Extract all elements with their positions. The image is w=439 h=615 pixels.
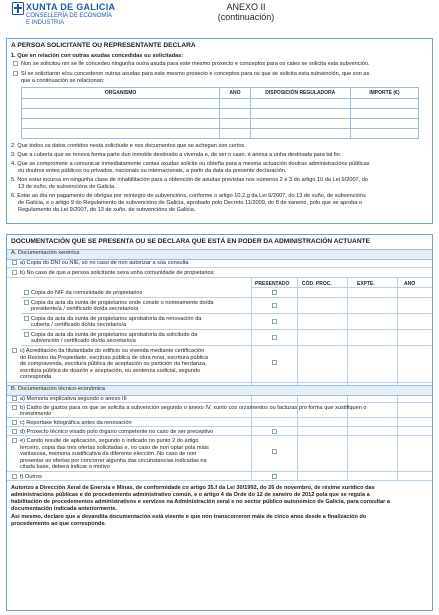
renovacion-checkbox[interactable] <box>24 316 29 321</box>
presidente-presentado-checkbox[interactable] <box>272 303 277 308</box>
doc-solicitude-1: Copia da acta da xunta de propietarios aprobatoria da solicitude da <box>31 332 198 338</box>
doc-comunidade: b) No caso de que a persoa solicitante sexa unha comunidade de propietarios: <box>20 270 215 276</box>
option-no-text: Non se solicitou nin se lle concedeu ningunha outra axuda para este mesmo proxecto e conceptos para os cales se solicita esta subvención. <box>21 61 370 67</box>
item-6-line-1: 6. Estar ao día no pagamento de obrigas por reintegro de subvencións, conforme o artigo 10.2.g da Lei 9/2007, do 13 de xuño, de subvencións <box>11 193 366 199</box>
table-row <box>22 119 419 129</box>
col-divider <box>347 427 348 481</box>
cell[interactable] <box>22 119 220 129</box>
department-line-2: E INDUSTRIA <box>26 20 65 26</box>
cell[interactable] <box>350 109 418 119</box>
col-divider <box>297 427 298 481</box>
cadro-checkbox[interactable] <box>12 405 17 410</box>
doc-ofertas-3: vantaxosa, memoria xustificativa da diferente elección. No caso de non <box>20 451 197 457</box>
doc-titularidade-3: de compravenda, escritura pública de aceptación ou partición da herdanza, <box>20 361 207 367</box>
doc-dni: a) Copia do DNI ou NIE, só no caso de non autorizar a súa consulta <box>20 260 189 266</box>
cell[interactable] <box>250 119 350 129</box>
cell[interactable] <box>350 129 418 139</box>
option-no-checkbox[interactable] <box>13 61 18 66</box>
col-disposicion: DISPOSICIÓN REGULADORA <box>250 88 350 99</box>
documentation-title: DOCUMENTACIÓN QUE SE PRESENTA OU SE DECLARA QUE ESTÁ EN PODER DA ADMINISTRACIÓN ACTUANTE <box>11 238 371 245</box>
item-3: 3. Que a cuberta que se renova forma parte dun inmoble destinado a vivenda e, de ser o caso, é anexa a unha destinada para tal fin. <box>11 152 342 158</box>
table-row <box>22 129 419 139</box>
proxecto-presentado-checkbox[interactable] <box>272 429 277 434</box>
authorization-line-4: documentación indicada anteriormente. <box>11 506 117 512</box>
memoria-checkbox[interactable] <box>12 396 17 401</box>
titularidade-checkbox[interactable] <box>12 348 17 353</box>
dni-checkbox[interactable] <box>12 260 17 265</box>
doc-ofertas-5: citada base, deberá indicar o motivo <box>20 464 110 470</box>
col-divider <box>251 427 252 481</box>
subsection-b-title: B. Documentación técnico-económica <box>11 386 105 392</box>
cell[interactable] <box>250 99 350 109</box>
doc-cadro-1: b) Cadro de gastos para os que se solicita a subvención segundo o anexo IV, xunto cos orzamentos ou facturas pro forma que xustifiquen o <box>20 405 367 411</box>
col-ano: ANO <box>220 88 251 99</box>
xunta-cross-icon <box>12 2 24 15</box>
declaration-section <box>6 38 433 224</box>
option-yes-checkbox[interactable] <box>13 71 18 76</box>
annex-subtitle: (continuación) <box>217 12 275 22</box>
doc-reportaxe: c) Reportaxe fotográfica antes da renovación <box>20 420 132 426</box>
col-organismo: ORGANISMO <box>22 88 220 99</box>
doc-cadro-2: investimento <box>20 411 52 417</box>
presidente-checkbox[interactable] <box>24 300 29 305</box>
item-6-line-3: Regulamento da Lei 9/2007, do 13 de xuño, de subvencións de Galicia. <box>18 207 196 213</box>
doc-ofertas-2: terceiro, copia das tres ofertas solicitadas e, no caso de non optar pola máis <box>20 444 209 451</box>
doc-ofertas-4: presentar as ofertas por concorrer algunha das circunstancias indicadas na <box>20 457 207 464</box>
authorization-line-2: administracións públicas e do procedemento administrativo común, e o artigo 4 da Orde do 12 de xaneiro de 2012 pola que se regula a <box>11 492 370 498</box>
item-4-line-1: 4. Que se compromete a comunicar inmediatamente cantas axudas solicite ou obteña para a mesma actuación doutras administracións públicas <box>11 161 370 167</box>
item-5-line-2: 13 de xuño, de subvencións de Galicia. <box>18 184 116 190</box>
cell[interactable] <box>220 129 251 139</box>
doc-memoria: a) Memoria explicativa segundo o anexo III <box>20 396 127 402</box>
table-row <box>22 109 419 119</box>
item-2: 2. Que todos os datos contidos nesta solicitude e nos documentos que se achegan son certos. <box>11 143 246 149</box>
doc-presidente-2: presidente/a / certificado do/da secretario/a <box>31 306 139 312</box>
cell[interactable] <box>350 99 418 109</box>
doc-proxecto: d) Proxecto técnico visado polo órgano competente no caso de ser preceptivo <box>20 429 214 435</box>
doc-presidente-1: Copia da acta da xunta de propietarios onde conste o nomeamento do/da <box>31 300 214 306</box>
cell[interactable] <box>22 129 220 139</box>
item-5-line-1: 5. Non estar incursa en ningunha clase de inhabilitación para a obtención de axudas previstas nos números 2 e 3 do artigo 10 da Lei 9/2007, do <box>11 177 368 183</box>
item-4-line-2: ou doutros entes públicos ou privados, nacionais ou internacionais, a partir da data da presente declaración. <box>18 168 287 174</box>
titularidade-presentado-checkbox[interactable] <box>272 360 277 365</box>
doc-titularidade-1: c) Acreditación da titularidade do edificio ou vivenda mediante certificación <box>20 348 205 354</box>
option-yes-text-2: que a continuación se relacionan: <box>21 78 105 84</box>
doc-renovacion-2: cuberta / certificado do/da secretario/a <box>31 322 127 328</box>
renovacion-presentado-checkbox[interactable] <box>272 319 277 324</box>
doc-solicitude-2: subvención / certificado do/da secretario/a <box>31 338 136 344</box>
cell[interactable] <box>220 119 251 129</box>
brand-name: XUNTA DE GALICIA <box>26 2 116 12</box>
doc-titularidade-2: do Rexistro da Propiedade, escritura pública de obra nova, escritura pública <box>20 354 209 361</box>
solicitude-checkbox[interactable] <box>24 332 29 337</box>
authorization-line-3: habilitación de procedementos administrativos e servizos na Administración xeral e no sector público autonómico de Galicia, para consultar a <box>11 499 391 505</box>
cell[interactable] <box>22 109 220 119</box>
cell[interactable] <box>22 99 220 109</box>
reportaxe-checkbox[interactable] <box>12 420 17 425</box>
annex-title: ANEXO II <box>226 2 266 12</box>
header <box>6 0 433 32</box>
col-cod-proc: CÓD. PROC. <box>302 281 332 287</box>
authorization-line-1: Autorizo a Dirección Xeral de Enerxía e Minas, de conformidade co artigo 35.f da Lei 30/1992, do 26 de novembro, de réxime xurídico das <box>11 485 375 491</box>
proxecto-checkbox[interactable] <box>12 429 17 434</box>
col-header-row <box>251 278 432 288</box>
documentation-section <box>6 234 433 611</box>
ofertas-checkbox[interactable] <box>12 438 17 443</box>
nif-checkbox[interactable] <box>24 290 29 295</box>
declaration-title: A PERSOA SOLICITANTE OU REPRESENTANTE DECLARA <box>11 42 196 49</box>
doc-titularidade-5: corresponda <box>20 374 52 380</box>
doc-renovacion-1: Copia da acta da xunta de propietarios aprobatoria da renovación da <box>31 316 202 322</box>
option-yes-text-1: Si se solicitaron e/ou concederon outras axudas para este mesmo proxecto e conceptos para os que se solicita esta subvención, que son as <box>21 71 370 77</box>
col-divider <box>397 427 398 481</box>
cell[interactable] <box>350 119 418 129</box>
col-expte: EXPTE. <box>357 281 375 287</box>
solicitude-presentado-checkbox[interactable] <box>272 335 277 340</box>
declaration-line-2: procedemento ao que corresponde. <box>11 521 107 527</box>
doc-ofertas-1: e) Cando resulte de aplicación, segundo o indicado no punto 2 do artigo <box>20 438 199 444</box>
doc-titularidade-4: escritura pública de doazón e aceptación, ou sentenza xudicial, segundo <box>20 367 201 374</box>
cell[interactable] <box>220 109 251 119</box>
department-line-1: CONSELLERÍA DE ECONOMÍA <box>26 13 113 19</box>
comunidade-checkbox[interactable] <box>12 270 17 275</box>
subsection-a-title: A. Documentación xenérica <box>11 250 80 256</box>
item-1: 1. Que en relación con outras axudas concedidas ou solicitadas: <box>11 53 184 59</box>
doc-outros: f) Outros <box>20 474 42 480</box>
nif-presentado-checkbox[interactable] <box>272 290 277 295</box>
outros-presentado-checkbox[interactable] <box>272 474 277 479</box>
cell[interactable] <box>250 109 350 119</box>
col-importe: IMPORTE (€) <box>350 88 418 99</box>
table-row <box>22 99 419 109</box>
declaration-line-1: Así mesmo, declaro que a devandita documentación está vixente e que non transcorreron máis de cinco anos desde a finalización do <box>11 514 367 520</box>
other-aid-table <box>21 87 419 139</box>
doc-nif: Copia do NIF da comunidade de propietarios <box>31 290 143 296</box>
cell[interactable] <box>250 129 350 139</box>
col-ano: ANO <box>404 281 416 287</box>
item-6-line-2: de Galicia, e o artigo 9 do Regulamento de subvencións de Galicia, aprobado polo Decreto 11/2009, do 8 de xaneiro, polo que se aproba o <box>18 200 363 206</box>
outros-checkbox[interactable] <box>12 474 17 479</box>
ofertas-presentado-checkbox[interactable] <box>272 449 277 454</box>
annex-heading <box>186 2 306 22</box>
col-presentado: PRESENTADO <box>255 281 290 287</box>
cell[interactable] <box>220 99 251 109</box>
